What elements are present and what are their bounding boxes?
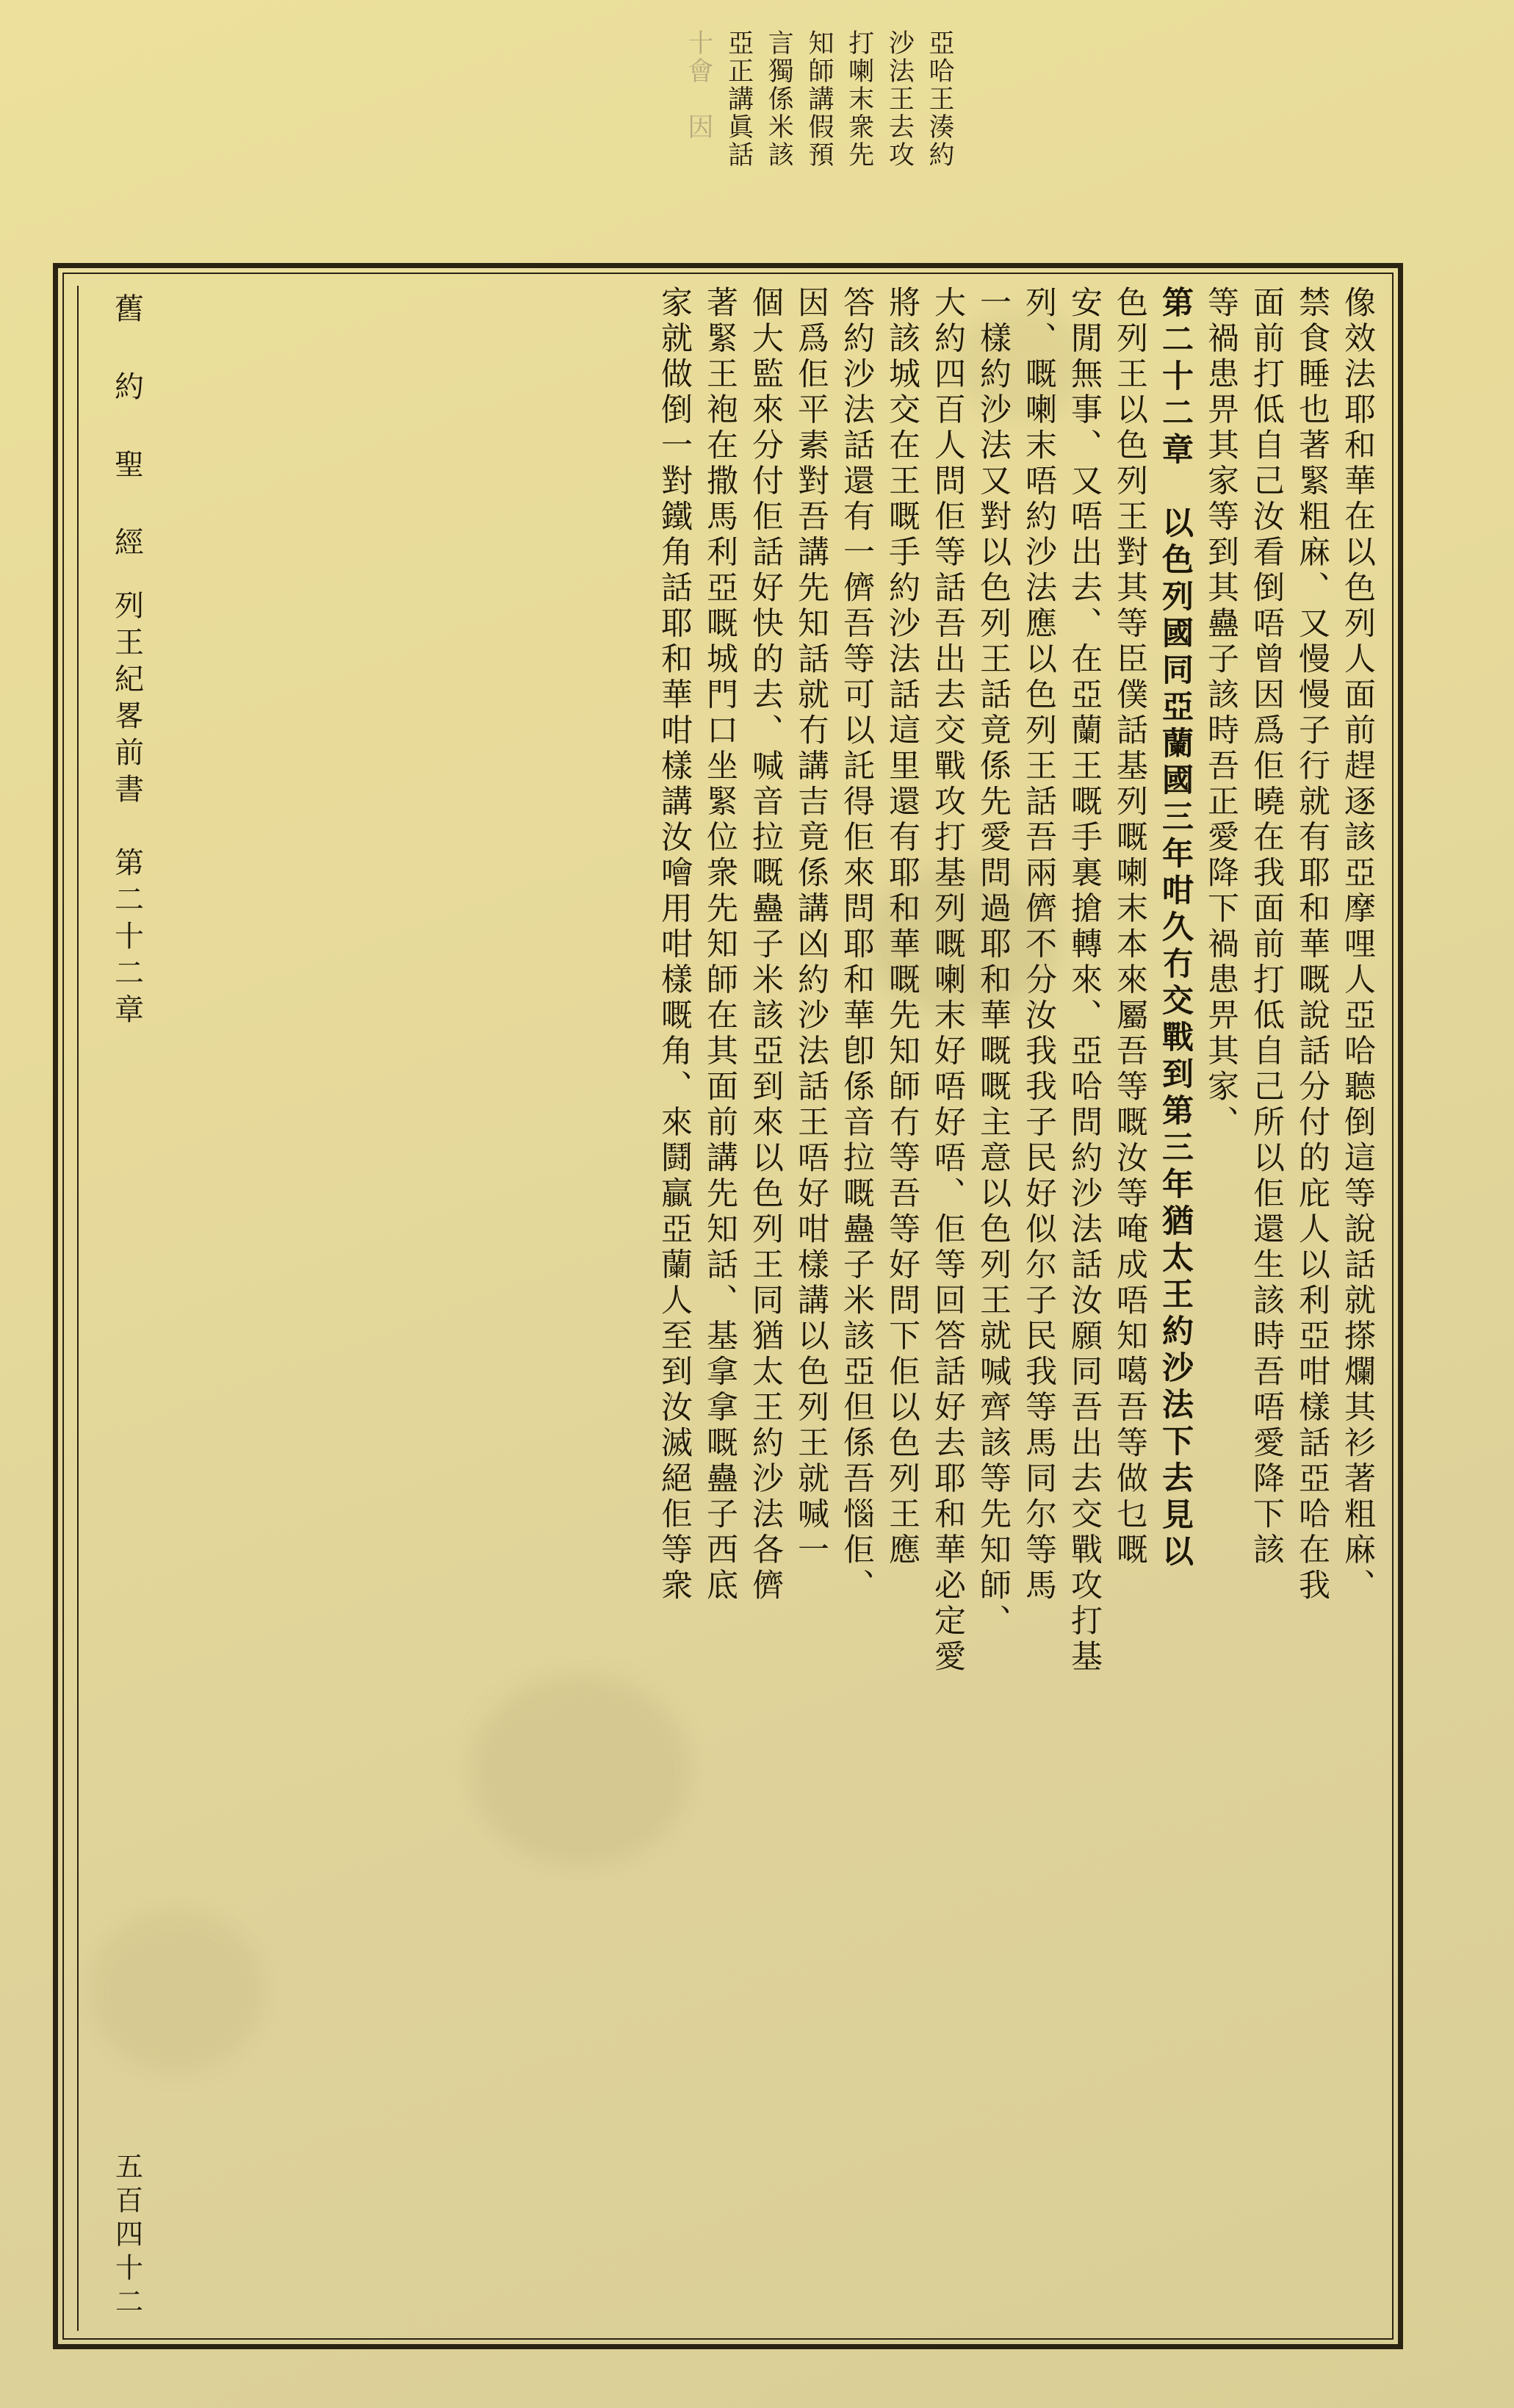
- text-column: 色列王以色列王對其等臣僕話基列嘅喇末本來屬吾等嘅汝等唵成唔知噶吾等做乜嘅: [1111, 286, 1148, 1568]
- text-column: 禁食睡也著緊粗麻、又慢慢子行就有耶和華嘅說話分付的庇人以利亞咁樣話亞哈在我: [1294, 286, 1330, 1604]
- chapter-heading-column: 第二十二章 以色列國同亞蘭國三年咁久冇交戰到第三年猶太王約沙法下去見以: [1157, 286, 1194, 1571]
- margin-note: 打喇末衆先: [844, 29, 874, 169]
- text-column: 安閒無事、又唔出去、在亞蘭王嘅手裏搶轉來、亞哈問約沙法話汝願同吾出去交戰攻打基: [1066, 286, 1103, 1676]
- text-column: 像效法耶和華在以色列人面前趕逐該亞摩哩人亞哈聽倒這等說話就搽爛其衫著粗麻、: [1339, 286, 1376, 1604]
- page-number: 五百四十二: [110, 2152, 143, 2321]
- section-title: 列王紀畧前書 第二十二章: [109, 590, 144, 1031]
- page-header-strip: [77, 286, 176, 2331]
- page-frame-inner: [62, 273, 1394, 2340]
- margin-annotations: [485, 29, 955, 257]
- margin-note: 知師講假預: [804, 29, 834, 169]
- text-column: 面前打低自己汝看倒唔曾因爲佢曉在我面前打低自己所以佢還生該時吾唔愛降下該: [1248, 286, 1285, 1568]
- text-column: 一樣約沙法又對以色列王話竟係先愛問過耶和華嘅嘅主意以色列王就喊齊該等先知師、: [975, 286, 1012, 1640]
- main-text-body: [176, 286, 1379, 2331]
- margin-note-faint: 十會 因: [683, 29, 713, 141]
- page-frame: [53, 263, 1403, 2349]
- text-column: 大約四百人問佢等話吾出去交戰攻打基列嘅喇末好唔好唔、佢等回答話好去耶和華必定愛: [929, 286, 966, 1676]
- text-column: 答約沙法話還有一儕吾等可以託得佢來問耶和華卽係音拉嘅蠱子米該亞但係吾惱佢、: [838, 286, 875, 1604]
- text-column: 著緊王袍在撒馬利亞嘅城門口坐緊位衆先知師在其面前講先知話、基拿拿嘅蠱子西底: [702, 286, 738, 1604]
- text-column: 等禍患畀其家等到其蠱子該時吾正愛降下禍患畀其家、: [1203, 286, 1239, 1141]
- margin-note: 言獨係米該: [764, 29, 794, 169]
- text-column: 家就做倒一對鐵角話耶和華咁樣講汝噲用咁樣嘅角、來鬪贏亞蘭人至到汝滅絕佢等衆: [656, 286, 693, 1604]
- text-column: 列、嘅喇末唔約沙法應以色列王話吾兩儕不分汝我我子民好似尔子民我等馬同尔等馬: [1020, 286, 1057, 1604]
- margin-note: 亞正講眞話: [724, 29, 754, 169]
- text-column: 因爲佢平素對吾講先知話就冇講吉竟係講凶約沙法話王唔好咁樣講以色列王就喊一: [793, 286, 829, 1568]
- margin-note: 沙法王去攻: [884, 29, 915, 169]
- book-title: 舊 約 聖 經: [109, 293, 144, 563]
- margin-note: 亞哈王湊約: [925, 29, 954, 169]
- text-column: 將該城交在王嘅手約沙法話這里還有耶和華嘅先知師冇等吾等好問下佢以色列王應: [884, 286, 920, 1568]
- text-column: 個大監來分付佢話好快的去、喊音拉嘅蠱子米該亞到來以色列王同猶太王約沙法各儕: [747, 286, 784, 1604]
